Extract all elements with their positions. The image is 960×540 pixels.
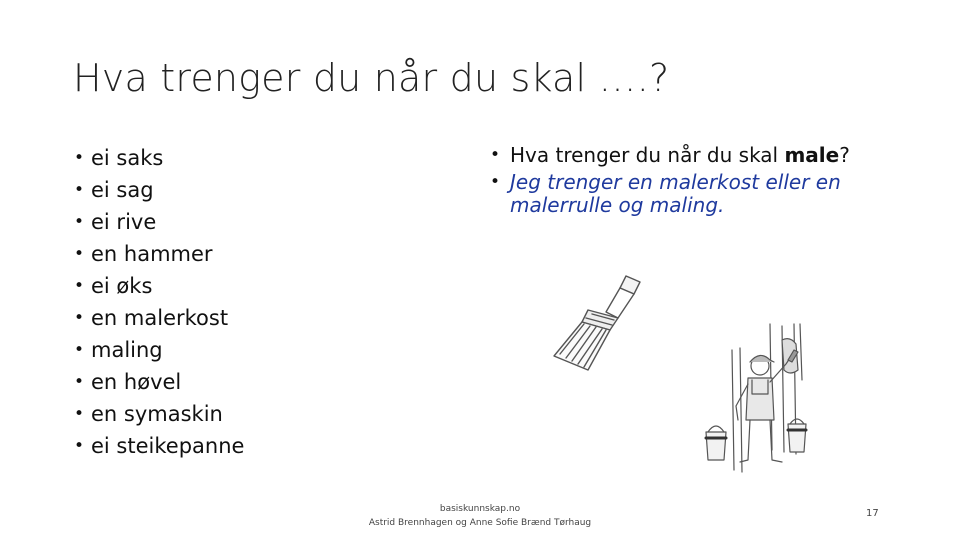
tool-list	[74, 144, 404, 464]
list-item-text: ei rive	[91, 210, 157, 234]
answer-text: Jeg trenger en malerkost eller en malerrulle og maling.	[510, 170, 841, 217]
bullet: •	[490, 172, 501, 192]
bullet: •	[74, 436, 85, 456]
bullet: •	[74, 180, 85, 200]
list-item	[74, 336, 404, 368]
list-item-text: ei steikepanne	[91, 434, 245, 458]
footer-authors: Astrid Brennhagen og Anne Sofie Brænd Tørhaug	[368, 518, 592, 528]
list-item-text: en malerkost	[91, 306, 229, 330]
paintbrush-illustration	[548, 272, 648, 382]
list-item-text: en symaskin	[91, 402, 223, 426]
page-number: 17	[866, 508, 879, 519]
list-item-text: en høvel	[91, 370, 182, 394]
question-verb: male	[784, 143, 840, 167]
list-item	[74, 176, 404, 208]
footer	[340, 502, 620, 530]
question-suffix: ?	[839, 143, 850, 167]
bullet: •	[74, 212, 85, 232]
list-item-text: ei saks	[91, 146, 164, 170]
list-item-text: en hammer	[91, 242, 213, 266]
bullet: •	[74, 404, 85, 424]
list-item-text: maling	[91, 338, 163, 362]
list-item	[74, 432, 404, 464]
bullet: •	[490, 145, 501, 165]
footer-site: basiskunnskap.no	[439, 504, 521, 514]
bullet: •	[74, 340, 85, 360]
question-answer	[490, 144, 890, 221]
list-item	[74, 240, 404, 272]
bullet: •	[74, 276, 85, 296]
painter-illustration	[690, 320, 880, 485]
list-item	[74, 304, 404, 336]
bullet: •	[74, 308, 85, 328]
slide-title: Hva trenger du når du skal ….?	[73, 56, 670, 100]
bullet: •	[74, 148, 85, 168]
answer	[490, 171, 890, 217]
bullet: •	[74, 244, 85, 264]
list-item-text: ei øks	[91, 274, 153, 298]
list-item	[74, 144, 404, 176]
bullet: •	[74, 372, 85, 392]
list-item-text: ei sag	[91, 178, 154, 202]
list-item	[74, 368, 404, 400]
question-prefix: Hva trenger du når du skal	[510, 143, 785, 167]
list-item	[74, 272, 404, 304]
question	[490, 144, 890, 167]
list-item	[74, 400, 404, 432]
list-item	[74, 208, 404, 240]
